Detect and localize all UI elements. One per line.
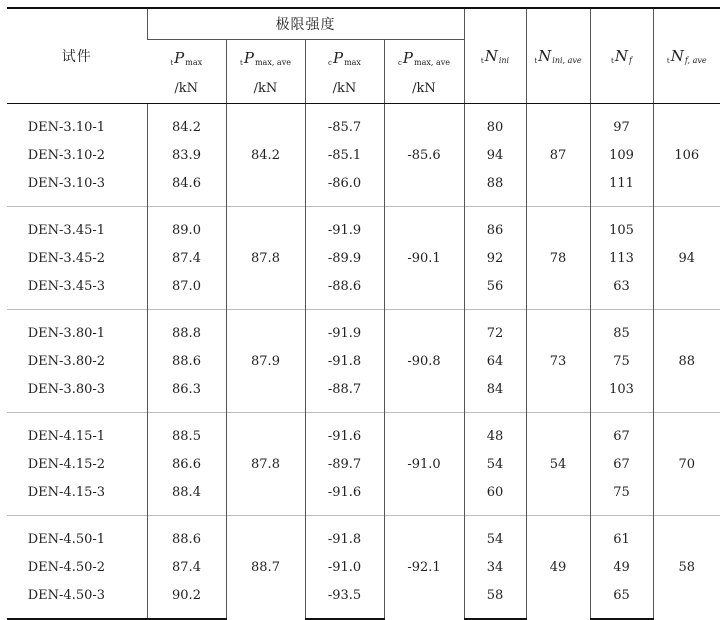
cell-specimen-text: DEN-3.80-1 <box>27 325 106 341</box>
cell-t-pmax-ave-text: 87.9 <box>251 353 280 369</box>
cell-c-pmax-text: -89.9 <box>327 250 362 266</box>
cell-n-f <box>590 478 653 516</box>
cell-c-pmax <box>305 413 384 451</box>
cell-t-pmax-text: 88.8 <box>172 325 201 341</box>
header-unit-t-pmax-ave: /kN <box>226 75 305 104</box>
cell-specimen-text: DEN-3.10-3 <box>27 175 106 191</box>
header-unit-c-pmax-ave: /kN <box>384 75 464 104</box>
cell-t-pmax-text: 90.2 <box>172 587 201 603</box>
cell-c-pmax-text: -86.0 <box>327 175 362 191</box>
cell-n-f <box>590 207 653 245</box>
cell-c-pmax-ave <box>384 310 464 413</box>
cell-n-ini-text: 58 <box>486 587 504 603</box>
cell-n-f <box>590 272 653 310</box>
cell-specimen <box>7 413 147 451</box>
cell-specimen <box>7 450 147 478</box>
cell-c-pmax-ave-text: -91.0 <box>407 456 441 472</box>
cell-n-ini <box>464 347 526 375</box>
cell-specimen <box>7 478 147 516</box>
cell-specimen-text: DEN-3.80-3 <box>27 381 106 397</box>
cell-n-f-text: 61 <box>613 531 630 547</box>
cell-n-f-ave-text: 94 <box>678 250 696 266</box>
cell-n-ini-text: 94 <box>486 147 504 163</box>
cell-n-f-ave <box>653 207 720 310</box>
cell-n-ini-ave <box>526 104 590 207</box>
table-row <box>7 450 720 478</box>
cell-n-ini-text: 64 <box>486 353 504 369</box>
cell-c-pmax-text: -93.5 <box>327 587 362 603</box>
table-row <box>7 104 720 142</box>
cell-specimen-text: DEN-4.50-1 <box>27 531 106 547</box>
cell-c-pmax-text: -88.7 <box>327 381 362 397</box>
cell-t-pmax-ave-text: 87.8 <box>251 250 280 266</box>
cell-c-pmax <box>305 207 384 245</box>
cell-n-ini <box>464 553 526 581</box>
cell-t-pmax <box>147 169 226 207</box>
cell-n-f-text: 67 <box>613 428 630 444</box>
cell-t-pmax-text: 89.0 <box>172 222 201 238</box>
cell-c-pmax <box>305 375 384 413</box>
cell-c-pmax <box>305 310 384 348</box>
cell-n-ini <box>464 104 526 142</box>
cell-n-ini-text: 60 <box>486 484 504 500</box>
cell-t-pmax-text: 88.4 <box>172 484 201 500</box>
table-row <box>7 310 720 348</box>
cell-n-f <box>590 450 653 478</box>
cell-t-pmax <box>147 104 226 142</box>
cell-n-f <box>590 347 653 375</box>
cell-n-ini-text: 48 <box>486 428 504 444</box>
cell-n-f <box>590 516 653 554</box>
cell-specimen <box>7 141 147 169</box>
cell-specimen-text: DEN-3.45-3 <box>27 278 106 294</box>
header-unit-c-pmax: /kN <box>305 75 384 104</box>
cell-c-pmax <box>305 347 384 375</box>
cell-n-f <box>590 169 653 207</box>
cell-c-pmax <box>305 104 384 142</box>
cell-specimen-text: DEN-4.15-3 <box>27 484 106 500</box>
cell-n-ini <box>464 207 526 245</box>
cell-n-ini-text: 84 <box>486 381 504 397</box>
table-header <box>7 8 720 104</box>
table-row <box>7 375 720 413</box>
table-row <box>7 413 720 451</box>
cell-t-pmax <box>147 272 226 310</box>
cell-c-pmax <box>305 478 384 516</box>
cell-c-pmax-text: -89.7 <box>327 456 362 472</box>
cell-t-pmax-ave-text: 88.7 <box>251 560 280 575</box>
cell-t-pmax-ave <box>226 310 305 413</box>
cell-c-pmax-text: -91.0 <box>327 559 362 575</box>
cell-c-pmax-text: -91.9 <box>327 222 362 238</box>
cell-t-pmax-text: 87.0 <box>172 278 201 294</box>
cell-c-pmax-ave-text: -92.1 <box>407 560 441 575</box>
cell-n-ini <box>464 310 526 348</box>
cell-t-pmax-text: 84.2 <box>172 119 201 135</box>
cell-t-pmax-ave-text: 84.2 <box>251 147 280 163</box>
cell-specimen <box>7 310 147 348</box>
cell-specimen <box>7 581 147 619</box>
cell-specimen-text: DEN-4.50-2 <box>27 559 106 575</box>
cell-specimen-text: DEN-4.15-1 <box>27 428 106 444</box>
cell-specimen-text: DEN-3.10-2 <box>27 147 106 163</box>
cell-n-ini <box>464 272 526 310</box>
cell-n-ini-text: 34 <box>486 559 504 575</box>
cell-n-f <box>590 141 653 169</box>
cell-t-pmax-text: 88.6 <box>172 353 201 369</box>
cell-n-f-text: 63 <box>613 278 630 294</box>
results-table-container <box>7 7 720 620</box>
cell-n-f-text: 113 <box>609 250 634 266</box>
cell-t-pmax-ave-text: 87.8 <box>251 456 280 472</box>
cell-n-ini <box>464 244 526 272</box>
cell-t-pmax-ave <box>226 413 305 516</box>
header-unit-t-pmax: /kN <box>147 75 226 104</box>
cell-t-pmax-text: 84.6 <box>172 175 201 191</box>
cell-c-pmax-text: -91.9 <box>327 325 362 341</box>
cell-c-pmax-text: -88.6 <box>327 278 362 294</box>
cell-n-f <box>590 244 653 272</box>
cell-n-ini-ave-text: 49 <box>549 560 567 575</box>
cell-n-ini-text: 54 <box>486 456 504 472</box>
cell-c-pmax-text: -91.8 <box>327 353 362 369</box>
table-body <box>7 104 720 620</box>
cell-t-pmax-text: 87.4 <box>172 250 201 266</box>
cell-n-ini-text: 80 <box>486 119 504 135</box>
cell-n-ini-text: 86 <box>486 222 504 238</box>
cell-t-pmax <box>147 553 226 581</box>
cell-c-pmax <box>305 244 384 272</box>
cell-specimen <box>7 272 147 310</box>
table-row <box>7 169 720 207</box>
table-row <box>7 272 720 310</box>
cell-n-ini <box>464 169 526 207</box>
cell-c-pmax <box>305 450 384 478</box>
header-n-ini: $tN_{ini}$ <box>464 8 526 104</box>
table-row <box>7 516 720 554</box>
cell-n-f-ave-text: 88 <box>678 353 696 369</box>
cell-specimen-text: DEN-3.10-1 <box>27 119 106 135</box>
header-limit-strength: 极限强度 <box>147 8 464 40</box>
cell-n-ini <box>464 581 526 619</box>
cell-t-pmax <box>147 450 226 478</box>
table-row <box>7 207 720 245</box>
cell-t-pmax-text: 86.6 <box>172 456 201 472</box>
cell-t-pmax-ave <box>226 104 305 207</box>
cell-n-f <box>590 581 653 619</box>
cell-specimen-text: DEN-4.15-2 <box>27 456 106 472</box>
cell-c-pmax <box>305 272 384 310</box>
cell-n-f <box>590 413 653 451</box>
cell-n-ini-ave-text: 54 <box>549 456 567 472</box>
cell-t-pmax <box>147 244 226 272</box>
cell-n-ini-text: 56 <box>486 278 504 294</box>
cell-specimen <box>7 516 147 554</box>
header-n-f: $tN_f$ <box>590 8 653 104</box>
cell-specimen-text: DEN-3.80-2 <box>27 353 106 369</box>
table-row <box>7 478 720 516</box>
cell-n-f <box>590 375 653 413</box>
cell-c-pmax-ave <box>384 516 464 620</box>
cell-n-f-ave-text: 106 <box>674 147 700 163</box>
cell-t-pmax <box>147 310 226 348</box>
header-n-f-ave: $tN_{f, ave}$ <box>653 8 720 104</box>
cell-specimen <box>7 169 147 207</box>
table-row <box>7 347 720 375</box>
cell-n-ini-ave-text: 87 <box>549 147 567 163</box>
cell-specimen <box>7 207 147 245</box>
cell-n-ini-text: 88 <box>486 175 504 191</box>
cell-specimen <box>7 347 147 375</box>
cell-n-ini <box>464 450 526 478</box>
cell-n-f-ave <box>653 413 720 516</box>
cell-n-f-text: 111 <box>609 175 634 191</box>
cell-t-pmax <box>147 347 226 375</box>
table-row <box>7 553 720 581</box>
cell-c-pmax-ave-text: -90.8 <box>407 353 441 369</box>
cell-n-ini-ave-text: 78 <box>549 250 567 266</box>
cell-n-f-text: 49 <box>613 559 630 575</box>
cell-t-pmax-text: 88.6 <box>172 531 201 547</box>
header-c-pmax: $cP_{max}$ <box>305 40 384 75</box>
cell-n-f-text: 75 <box>613 484 630 500</box>
cell-t-pmax <box>147 478 226 516</box>
cell-c-pmax <box>305 169 384 207</box>
cell-c-pmax-ave <box>384 104 464 207</box>
cell-specimen-text: DEN-4.50-3 <box>27 587 106 603</box>
cell-t-pmax <box>147 207 226 245</box>
cell-c-pmax <box>305 553 384 581</box>
cell-n-f-text: 103 <box>609 381 634 397</box>
cell-t-pmax <box>147 516 226 554</box>
cell-t-pmax-ave <box>226 207 305 310</box>
cell-n-ini <box>464 478 526 516</box>
fatigue-results-table <box>7 7 720 620</box>
cell-specimen-text: DEN-3.45-2 <box>27 250 106 266</box>
cell-n-ini-text: 54 <box>486 531 504 547</box>
cell-n-ini-ave <box>526 516 590 620</box>
cell-n-ini-ave-text: 73 <box>549 353 567 369</box>
cell-specimen <box>7 553 147 581</box>
cell-n-f-text: 109 <box>609 147 634 163</box>
cell-n-f-ave <box>653 310 720 413</box>
cell-c-pmax-ave-text: -85.6 <box>407 147 441 163</box>
cell-c-pmax-text: -85.1 <box>327 147 362 163</box>
cell-t-pmax <box>147 413 226 451</box>
cell-n-f <box>590 104 653 142</box>
table-row <box>7 141 720 169</box>
cell-c-pmax-ave <box>384 413 464 516</box>
cell-n-f-text: 67 <box>613 456 630 472</box>
cell-specimen <box>7 104 147 142</box>
cell-n-ini <box>464 375 526 413</box>
cell-n-ini-ave <box>526 310 590 413</box>
cell-specimen <box>7 244 147 272</box>
cell-c-pmax-text: -91.6 <box>327 484 362 500</box>
cell-c-pmax-ave <box>384 207 464 310</box>
cell-t-pmax-text: 83.9 <box>172 147 201 163</box>
cell-specimen <box>7 375 147 413</box>
cell-n-f-ave-text: 58 <box>678 560 696 575</box>
cell-n-ini-text: 92 <box>486 250 504 266</box>
cell-n-f-ave <box>653 104 720 207</box>
cell-specimen-text: DEN-3.45-1 <box>27 222 106 238</box>
header-n-ini-ave: $tN_{ini, ave}$ <box>526 8 590 104</box>
cell-c-pmax-text: -91.8 <box>327 531 362 547</box>
cell-n-f <box>590 553 653 581</box>
cell-t-pmax-ave <box>226 516 305 620</box>
cell-n-f-ave <box>653 516 720 620</box>
header-specimen: 试件 <box>7 8 147 104</box>
cell-t-pmax <box>147 581 226 619</box>
cell-c-pmax <box>305 581 384 619</box>
cell-n-ini <box>464 516 526 554</box>
header-c-pmax-ave: $cP_{max, ave}$ <box>384 40 464 75</box>
cell-n-f-text: 85 <box>613 325 630 341</box>
cell-n-ini-ave <box>526 207 590 310</box>
cell-c-pmax-text: -85.7 <box>327 119 362 135</box>
cell-n-ini <box>464 413 526 451</box>
cell-c-pmax <box>305 516 384 554</box>
table-row <box>7 581 720 619</box>
cell-n-f-ave-text: 70 <box>678 456 696 472</box>
cell-c-pmax-text: -91.6 <box>327 428 362 444</box>
cell-t-pmax-text: 86.3 <box>172 381 201 397</box>
cell-n-f-text: 75 <box>613 353 630 369</box>
cell-n-f-text: 65 <box>613 587 630 603</box>
cell-n-f-text: 105 <box>609 222 634 238</box>
header-t-pmax-ave: $tP_{max, ave}$ <box>226 40 305 75</box>
table-row <box>7 244 720 272</box>
header-t-pmax: $tP_{max}$ <box>170 48 203 67</box>
cell-n-f <box>590 310 653 348</box>
cell-c-pmax <box>305 141 384 169</box>
cell-n-ini-ave <box>526 413 590 516</box>
cell-t-pmax-text: 88.5 <box>172 428 201 444</box>
cell-t-pmax-text: 87.4 <box>172 559 201 575</box>
cell-t-pmax <box>147 375 226 413</box>
cell-c-pmax-ave-text: -90.1 <box>407 250 441 266</box>
cell-n-f-text: 97 <box>613 119 630 135</box>
cell-n-ini <box>464 141 526 169</box>
cell-t-pmax <box>147 141 226 169</box>
cell-n-ini-text: 72 <box>486 325 504 341</box>
